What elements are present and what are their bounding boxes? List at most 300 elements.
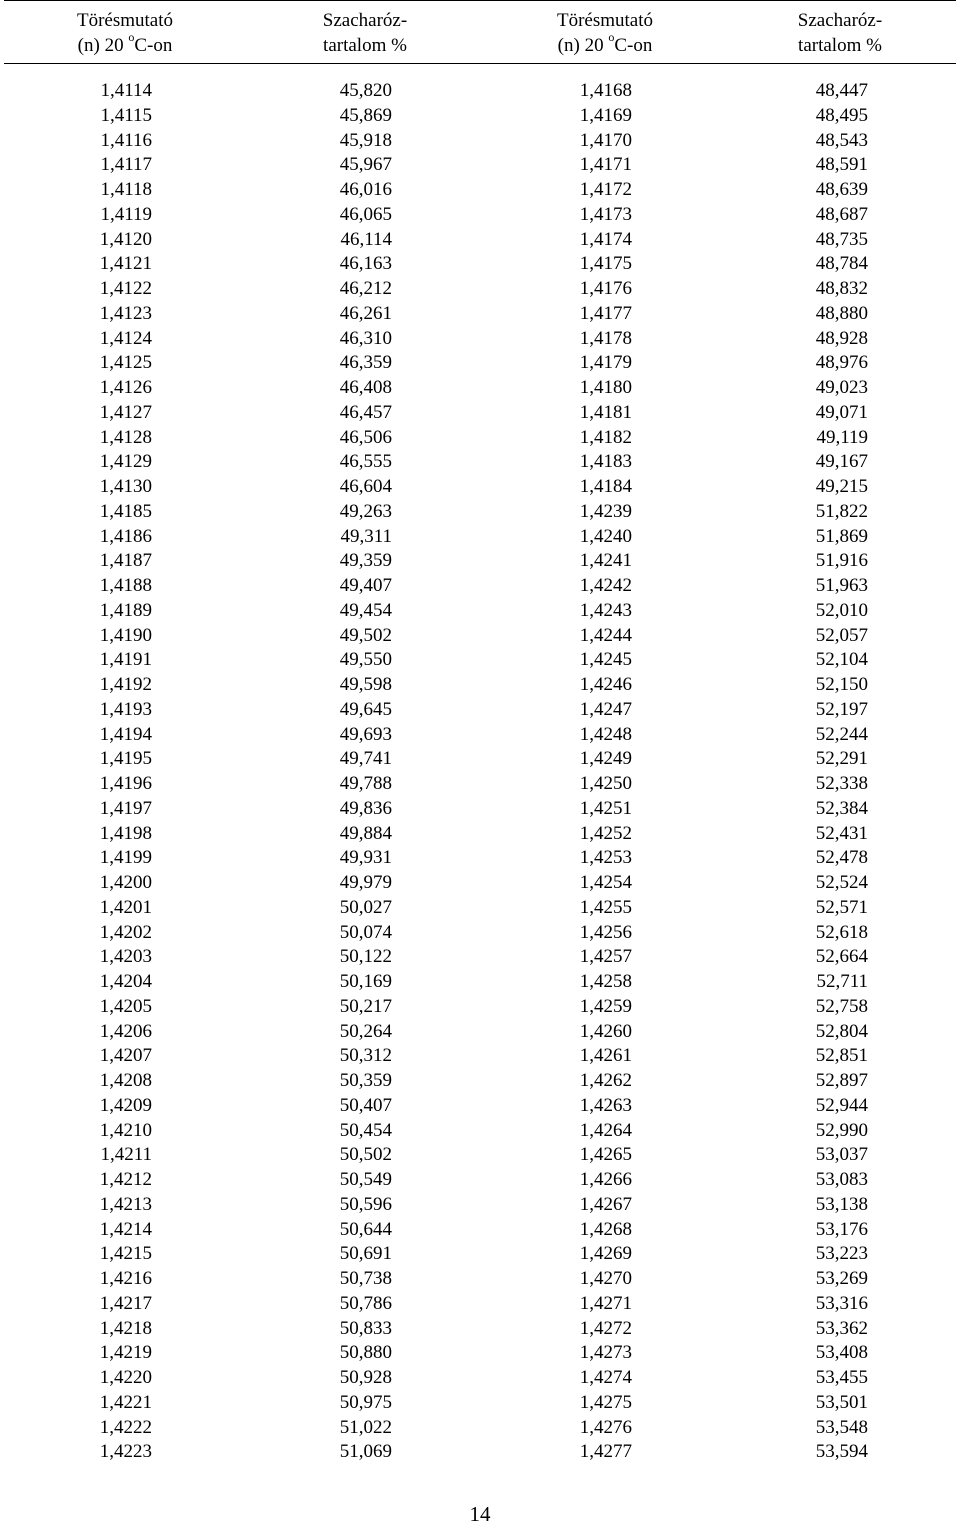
sucrose-content-cell: 51,822 [815, 500, 868, 522]
table-row [0, 772, 960, 797]
table-row [0, 1440, 960, 1465]
sucrose-content-cell: 46,016 [339, 179, 392, 200]
refractive-index-cell: 1,4116 [100, 129, 152, 151]
refractive-index-cell: 1,4247 [579, 698, 632, 720]
sucrose-content-cell: 50,454 [339, 1119, 392, 1141]
sucrose-content-cell: 53,455 [815, 1367, 868, 1388]
sucrose-content-cell: 52,057 [815, 624, 868, 646]
sucrose-content-cell: 48,591 [815, 154, 868, 176]
sucrose-content-cell: 50,596 [339, 1193, 392, 1215]
sucrose-content-cell: 48,880 [815, 302, 868, 324]
sucrose-content-cell: 50,122 [339, 946, 392, 968]
table-row [0, 797, 960, 822]
refractive-index-cell: 1,4270 [579, 1268, 632, 1289]
table-row [0, 500, 960, 525]
refractive-index-cell: 1,4126 [99, 377, 152, 398]
refractive-index-cell: 1,4265 [579, 1144, 632, 1166]
refractive-index-cell: 1,4261 [579, 1045, 632, 1067]
refractive-index-cell: 1,4210 [99, 1119, 152, 1141]
sucrose-content-cell: 50,217 [339, 995, 392, 1017]
refractive-index-cell: 1,4202 [99, 921, 152, 943]
refractive-index-cell: 1,4169 [579, 104, 632, 126]
sucrose-content-cell: 52,197 [815, 698, 868, 720]
table-row [0, 1218, 960, 1243]
degree-sup: o [128, 30, 135, 44]
sucrose-content-cell: 48,543 [815, 129, 868, 151]
refractive-index-cell: 1,4245 [579, 649, 632, 671]
refractive-index-cell: 1,4256 [579, 921, 632, 943]
header-line2-post: C-on [614, 35, 653, 56]
refractive-index-cell: 1,4172 [579, 179, 632, 200]
table-row [0, 426, 960, 451]
header-line2 [520, 30, 690, 58]
refractive-index-cell: 1,4222 [99, 1416, 152, 1438]
refractive-index-cell: 1,4217 [99, 1292, 152, 1314]
refractive-index-cell: 1,4185 [99, 500, 152, 522]
sucrose-content-cell: 46,212 [339, 278, 392, 299]
refractive-index-cell: 1,4206 [99, 1020, 152, 1042]
refractive-index-cell: 1,4218 [99, 1317, 152, 1339]
sucrose-content-cell: 48,832 [815, 278, 868, 299]
sucrose-content-cell: 46,163 [339, 253, 392, 275]
sucrose-content-cell: 49,693 [339, 723, 392, 745]
refractive-index-cell: 1,4267 [579, 1193, 632, 1215]
refractive-index-cell: 1,4130 [99, 476, 152, 497]
table-row [0, 673, 960, 698]
refractive-index-cell: 1,4276 [579, 1416, 632, 1438]
refractive-index-cell: 1,4171 [579, 154, 632, 176]
refractive-index-cell: 1,4195 [99, 748, 152, 770]
header-line2-post: C-on [134, 35, 173, 56]
table-row [0, 846, 960, 871]
header-refractive-index-1 [40, 8, 210, 58]
refractive-index-cell: 1,4128 [99, 426, 152, 448]
sucrose-content-cell: 49,788 [339, 773, 392, 794]
refractive-index-cell: 1,4197 [99, 797, 152, 819]
refractive-index-cell: 1,4240 [579, 525, 632, 547]
table-row [0, 970, 960, 995]
table-row [0, 1119, 960, 1144]
header-refractive-index-2 [520, 8, 690, 58]
refractive-index-cell: 1,4188 [99, 575, 152, 596]
sucrose-content-cell: 46,457 [339, 401, 392, 423]
refractive-index-cell: 1,4183 [579, 451, 632, 473]
refractive-index-cell: 1,4275 [579, 1391, 632, 1413]
sucrose-content-cell: 49,836 [339, 797, 392, 819]
sucrose-content-cell: 49,167 [815, 451, 868, 473]
sucrose-content-cell: 50,738 [339, 1268, 392, 1289]
sucrose-content-cell: 49,263 [339, 500, 392, 522]
sucrose-content-cell: 48,784 [815, 253, 868, 275]
sucrose-content-cell: 50,502 [339, 1144, 392, 1166]
sucrose-content-cell: 49,119 [816, 426, 868, 448]
sucrose-content-cell: 48,976 [815, 352, 868, 374]
sucrose-content-cell: 49,741 [339, 748, 392, 770]
sucrose-content-cell: 48,928 [815, 327, 868, 349]
refractive-index-cell: 1,4196 [99, 773, 152, 794]
table-row [0, 252, 960, 277]
table-row [0, 1267, 960, 1292]
sucrose-content-cell: 53,594 [815, 1441, 868, 1463]
sucrose-content-cell: 49,645 [339, 698, 392, 720]
table-row [0, 747, 960, 772]
table-row [0, 1317, 960, 1342]
sucrose-content-cell: 53,138 [815, 1193, 868, 1215]
refractive-index-cell: 1,4175 [579, 253, 632, 275]
table-row [0, 1069, 960, 1094]
header-line2: tartalom % [798, 35, 882, 56]
table-row [0, 104, 960, 129]
refractive-index-cell: 1,4127 [99, 401, 152, 423]
table-row [0, 896, 960, 921]
refractive-index-cell: 1,4180 [579, 377, 632, 398]
table-row [0, 450, 960, 475]
sucrose-content-cell: 52,758 [815, 995, 868, 1017]
sucrose-content-cell: 52,291 [815, 748, 868, 770]
table-row [0, 178, 960, 203]
refractive-index-cell: 1,4243 [579, 599, 632, 621]
table-body [0, 79, 960, 1465]
sucrose-content-cell: 48,735 [815, 228, 868, 250]
refractive-index-cell: 1,4212 [99, 1169, 152, 1190]
sucrose-content-cell: 49,979 [339, 872, 392, 893]
table-row [0, 1094, 960, 1119]
header-line2 [40, 30, 210, 58]
refractive-index-cell: 1,4200 [99, 872, 152, 893]
refractive-index-cell: 1,4117 [100, 154, 152, 176]
refractive-index-cell: 1,4248 [579, 723, 632, 745]
table-row [0, 1143, 960, 1168]
refractive-index-cell: 1,4260 [579, 1020, 632, 1042]
table-row [0, 1020, 960, 1045]
refractive-index-cell: 1,4242 [579, 575, 632, 596]
refractive-index-cell: 1,4191 [99, 649, 152, 671]
sucrose-content-cell: 46,408 [339, 377, 392, 398]
table-row [0, 1416, 960, 1441]
sucrose-content-cell: 52,010 [815, 599, 868, 621]
refractive-index-cell: 1,4214 [99, 1218, 152, 1240]
refractive-index-cell: 1,4221 [99, 1391, 152, 1413]
sucrose-content-cell: 52,571 [815, 896, 868, 918]
sucrose-content-cell: 48,495 [815, 104, 868, 126]
sucrose-content-cell: 51,916 [815, 550, 868, 572]
sucrose-content-cell: 50,691 [339, 1243, 392, 1265]
refractive-index-cell: 1,4120 [99, 228, 152, 250]
refractive-index-cell: 1,4264 [579, 1119, 632, 1141]
refractive-index-cell: 1,4251 [579, 797, 632, 819]
sucrose-content-cell: 49,215 [815, 476, 868, 497]
sucrose-content-cell: 46,506 [339, 426, 392, 448]
refractive-index-cell: 1,4250 [579, 773, 632, 794]
sucrose-content-cell: 52,478 [815, 847, 868, 869]
table-row [0, 475, 960, 500]
sucrose-content-cell: 45,967 [339, 154, 392, 176]
refractive-index-cell: 1,4123 [99, 302, 152, 324]
table-row [0, 822, 960, 847]
sucrose-content-cell: 51,963 [815, 575, 868, 596]
table-row [0, 401, 960, 426]
table-row [0, 1044, 960, 1069]
table-row [0, 1341, 960, 1366]
sucrose-content-cell: 51,869 [815, 525, 868, 547]
refractive-index-cell: 1,4115 [100, 104, 152, 126]
table-row [0, 648, 960, 673]
page-number: 14 [469, 1502, 491, 1526]
table-row [0, 871, 960, 896]
sucrose-content-cell: 52,804 [815, 1020, 868, 1042]
header-line2: tartalom % [323, 35, 407, 56]
sucrose-content-cell: 52,664 [815, 946, 868, 968]
refractive-index-cell: 1,4198 [99, 822, 152, 844]
refractive-index-cell: 1,4190 [99, 624, 152, 646]
refractive-index-cell: 1,4215 [99, 1243, 152, 1265]
table-row [0, 376, 960, 401]
refractive-index-cell: 1,4178 [579, 327, 632, 349]
sucrose-content-cell: 53,083 [815, 1169, 868, 1190]
refractive-index-cell: 1,4262 [579, 1070, 632, 1091]
table-row [0, 723, 960, 748]
sucrose-content-cell: 53,316 [815, 1292, 868, 1314]
table-row [0, 549, 960, 574]
header-line1: Szacharóz- [797, 10, 883, 31]
sucrose-content-cell: 48,447 [815, 80, 868, 101]
table-row [0, 302, 960, 327]
refractive-index-cell: 1,4277 [579, 1441, 632, 1463]
sucrose-content-cell: 48,687 [815, 203, 868, 225]
refractive-index-cell: 1,4176 [579, 278, 632, 299]
refractive-index-cell: 1,4241 [579, 550, 632, 572]
sucrose-content-cell: 50,786 [339, 1292, 392, 1314]
table-row [0, 1366, 960, 1391]
sucrose-content-cell: 49,598 [339, 674, 392, 695]
refractive-index-cell: 1,4129 [99, 451, 152, 473]
refractive-index-cell: 1,4184 [579, 476, 632, 497]
refractive-index-cell: 1,4211 [100, 1144, 152, 1166]
header-line2-pre: (n) 20 [557, 35, 609, 56]
sucrose-content-cell: 46,065 [339, 203, 392, 225]
sucrose-content-cell: 52,990 [815, 1119, 868, 1141]
sucrose-content-cell: 49,502 [339, 624, 392, 646]
sucrose-content-cell: 52,104 [815, 649, 868, 671]
refractive-index-cell: 1,4194 [99, 723, 152, 745]
sucrose-content-cell: 53,408 [815, 1342, 868, 1364]
sucrose-content-cell: 51,069 [339, 1441, 392, 1463]
refractive-index-cell: 1,4274 [579, 1367, 632, 1388]
sucrose-content-cell: 53,223 [815, 1243, 868, 1265]
table-row [0, 698, 960, 723]
table-row [0, 129, 960, 154]
sucrose-content-cell: 52,338 [815, 773, 868, 794]
sucrose-content-cell: 52,944 [815, 1094, 868, 1116]
refractive-index-cell: 1,4186 [99, 525, 152, 547]
refractive-index-cell: 1,4266 [579, 1169, 632, 1190]
refractive-index-cell: 1,4255 [579, 896, 632, 918]
sucrose-content-cell: 49,884 [339, 822, 392, 844]
sucrose-content-cell: 46,555 [339, 451, 392, 473]
refractive-index-cell: 1,4257 [579, 946, 632, 968]
refractive-index-cell: 1,4246 [579, 674, 632, 695]
refractive-index-cell: 1,4249 [579, 748, 632, 770]
sucrose-content-cell: 50,644 [339, 1218, 392, 1240]
sucrose-content-cell: 52,618 [815, 921, 868, 943]
sucrose-content-cell: 45,820 [339, 80, 392, 101]
table-row [0, 921, 960, 946]
sucrose-content-cell: 50,833 [339, 1317, 392, 1339]
sucrose-content-cell: 50,074 [339, 921, 392, 943]
refractive-index-cell: 1,4114 [100, 80, 152, 101]
sucrose-content-cell: 50,880 [339, 1342, 392, 1364]
refractive-index-cell: 1,4268 [579, 1218, 632, 1240]
sucrose-content-cell: 52,431 [815, 822, 868, 844]
refractive-index-cell: 1,4259 [579, 995, 632, 1017]
refractive-index-cell: 1,4204 [99, 971, 152, 992]
refractive-index-cell: 1,4121 [99, 253, 152, 275]
table-row [0, 203, 960, 228]
sucrose-content-cell: 46,114 [340, 228, 392, 250]
table-row [0, 574, 960, 599]
sucrose-content-cell: 52,897 [815, 1070, 868, 1091]
refractive-index-cell: 1,4179 [579, 352, 632, 374]
sucrose-content-cell: 49,550 [339, 649, 392, 671]
table-row [0, 327, 960, 352]
sucrose-content-cell: 48,639 [815, 179, 868, 200]
sucrose-content-cell: 52,244 [815, 723, 868, 745]
refractive-index-cell: 1,4177 [579, 302, 632, 324]
refractive-index-cell: 1,4192 [99, 674, 152, 695]
sucrose-content-cell: 50,264 [339, 1020, 392, 1042]
refractive-index-cell: 1,4219 [99, 1342, 152, 1364]
sucrose-content-cell: 53,362 [815, 1317, 868, 1339]
refractive-index-cell: 1,4199 [99, 847, 152, 869]
header-bottom-rule [4, 63, 956, 64]
refractive-index-cell: 1,4203 [99, 946, 152, 968]
refractive-index-cell: 1,4119 [100, 203, 152, 225]
sucrose-content-cell: 49,454 [339, 599, 392, 621]
refractive-index-cell: 1,4253 [579, 847, 632, 869]
table-row [0, 1391, 960, 1416]
table-row [0, 624, 960, 649]
sucrose-content-cell: 49,071 [815, 401, 868, 423]
degree-sup: o [608, 30, 615, 44]
sucrose-content-cell: 52,851 [815, 1045, 868, 1067]
sucrose-content-cell: 46,310 [339, 327, 392, 349]
refractive-index-cell: 1,4220 [99, 1367, 152, 1388]
sucrose-content-cell: 52,524 [815, 872, 868, 893]
refractive-index-cell: 1,4269 [579, 1243, 632, 1265]
sucrose-content-cell: 50,928 [339, 1367, 392, 1388]
sucrose-content-cell: 49,931 [339, 847, 392, 869]
sucrose-content-cell: 52,150 [815, 674, 868, 695]
refractive-index-cell: 1,4173 [579, 203, 632, 225]
table-row [0, 153, 960, 178]
header-line2-pre: (n) 20 [77, 35, 129, 56]
refractive-index-cell: 1,4252 [579, 822, 632, 844]
table-row [0, 599, 960, 624]
refractive-index-cell: 1,4118 [100, 179, 152, 200]
refractive-index-cell: 1,4273 [579, 1342, 632, 1364]
sucrose-content-cell: 50,549 [339, 1169, 392, 1190]
refractive-index-cell: 1,4239 [579, 500, 632, 522]
sucrose-content-cell: 49,311 [340, 525, 392, 547]
sucrose-content-cell: 50,975 [339, 1391, 392, 1413]
header-line1: Szacharóz- [322, 10, 408, 31]
refractive-index-cell: 1,4168 [579, 80, 632, 101]
refractive-index-cell: 1,4213 [99, 1193, 152, 1215]
table-top-rule [4, 0, 956, 1]
refractive-index-cell: 1,4244 [579, 624, 632, 646]
sucrose-content-cell: 46,604 [339, 476, 392, 497]
table-row [0, 525, 960, 550]
sucrose-content-cell: 50,407 [339, 1094, 392, 1116]
table-row [0, 228, 960, 253]
refractive-index-cell: 1,4181 [579, 401, 632, 423]
sucrose-content-cell: 53,037 [815, 1144, 868, 1166]
refractive-index-cell: 1,4223 [99, 1441, 152, 1463]
table-row [0, 79, 960, 104]
sucrose-content-cell: 49,023 [815, 377, 868, 398]
sucrose-content-cell: 53,176 [815, 1218, 868, 1240]
sucrose-content-cell: 50,312 [339, 1045, 392, 1067]
refractive-index-cell: 1,4209 [99, 1094, 152, 1116]
refractive-index-cell: 1,4208 [99, 1070, 152, 1091]
refractive-index-cell: 1,4271 [579, 1292, 632, 1314]
refractive-index-cell: 1,4272 [579, 1317, 632, 1339]
header-line1: Törésmutató [556, 10, 654, 31]
sucrose-content-cell: 52,384 [815, 797, 868, 819]
sucrose-content-cell: 50,169 [339, 971, 392, 992]
refractive-index-cell: 1,4189 [99, 599, 152, 621]
table-row [0, 1292, 960, 1317]
sucrose-content-cell: 49,407 [339, 575, 392, 596]
refractive-index-cell: 1,4125 [99, 352, 152, 374]
table-row [0, 1242, 960, 1267]
refractive-index-cell: 1,4193 [99, 698, 152, 720]
header-sucrose-content-1 [280, 8, 450, 58]
sucrose-content-cell: 50,027 [339, 896, 392, 918]
header-line1: Törésmutató [76, 10, 174, 31]
sucrose-content-cell: 53,548 [815, 1416, 868, 1438]
refractive-index-cell: 1,4122 [99, 278, 152, 299]
sucrose-content-cell: 53,269 [815, 1268, 868, 1289]
refractive-index-cell: 1,4187 [99, 550, 152, 572]
refractive-index-cell: 1,4174 [579, 228, 632, 250]
sucrose-content-cell: 52,711 [816, 971, 868, 992]
sucrose-content-cell: 45,918 [339, 129, 392, 151]
sucrose-content-cell: 46,261 [339, 302, 392, 324]
refractive-index-cell: 1,4258 [579, 971, 632, 992]
table-row [0, 351, 960, 376]
table-row [0, 1168, 960, 1193]
refractive-index-cell: 1,4207 [99, 1045, 152, 1067]
table-row [0, 945, 960, 970]
header-sucrose-content-2 [755, 8, 925, 58]
table-row [0, 1193, 960, 1218]
sucrose-content-cell: 50,359 [339, 1070, 392, 1091]
refractive-index-cell: 1,4124 [99, 327, 152, 349]
refractive-index-cell: 1,4182 [579, 426, 632, 448]
refractive-index-cell: 1,4205 [99, 995, 152, 1017]
sucrose-content-cell: 46,359 [339, 352, 392, 374]
sucrose-content-cell: 49,359 [339, 550, 392, 572]
refractive-index-cell: 1,4263 [579, 1094, 632, 1116]
refractive-index-cell: 1,4254 [579, 872, 632, 893]
refractive-index-cell: 1,4201 [99, 896, 152, 918]
refractive-index-cell: 1,4216 [99, 1268, 152, 1289]
sucrose-content-cell: 51,022 [339, 1416, 392, 1438]
sucrose-content-cell: 53,501 [815, 1391, 868, 1413]
table-row [0, 995, 960, 1020]
sucrose-content-cell: 45,869 [339, 104, 392, 126]
